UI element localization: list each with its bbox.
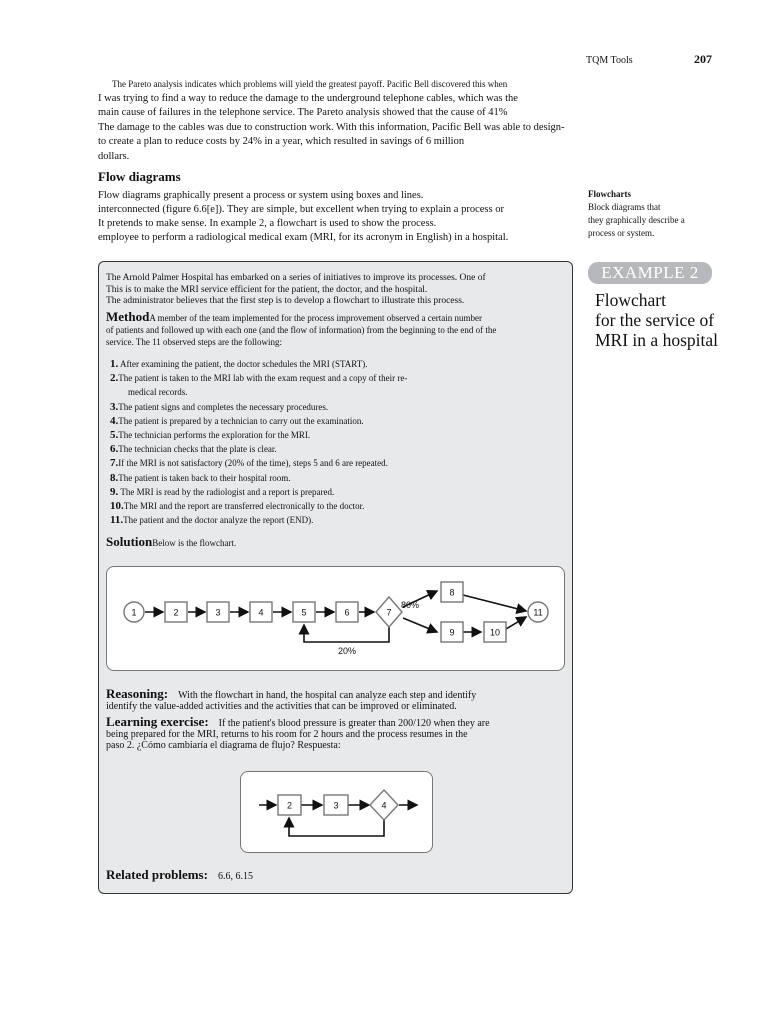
example-intro-line: This is to make the MRI service efficient for the patient, the doctor, and the hospital. [106, 284, 428, 295]
step-text: The technician performs the exploration for the MRI. [118, 430, 311, 441]
list-item [110, 400, 407, 414]
list-item [110, 499, 407, 513]
flow-arrow [506, 617, 526, 629]
loop-arrow [289, 818, 384, 836]
intro-paragraph [98, 77, 598, 164]
node-label: 9 [449, 627, 455, 638]
node-label: 4 [381, 800, 387, 811]
section-line: It pretends to make sense. In example 2, a flowchart is used to show the process. [98, 218, 437, 229]
node-label: 10 [489, 627, 501, 638]
step-text: The MRI and the report are transferred electronically to the doctor. [123, 501, 365, 512]
step-number: 5. [110, 429, 119, 442]
intro-line: I was trying to find a way to reduce the damage to the underground telephone cables, which was the [98, 92, 518, 104]
section-line: interconnected (figure 6.6[e]). They are simple, but excellent when trying to explain a process or [98, 204, 504, 215]
steps-list [110, 357, 407, 527]
loop-arrow [304, 624, 389, 642]
example-title [595, 290, 755, 350]
margin-note-line: Block diagrams that [588, 202, 661, 212]
flow-arrow [403, 618, 437, 632]
list-item [110, 371, 407, 385]
list-item [110, 442, 407, 456]
node-label: 6 [344, 607, 350, 618]
step-text: The patient signs and completes the necessary procedures. [118, 401, 329, 412]
list-item [110, 485, 407, 499]
related-label: Related problems: [106, 867, 208, 882]
list-item [110, 428, 407, 442]
example-title-line: Flowchart [595, 290, 666, 310]
margin-note-line: they graphically describe a [588, 215, 685, 225]
learning-line: If the patient's blood pressure is greater than 200/120 when they are [218, 718, 490, 729]
intro-line: The Pareto analysis indicates which problems will yield the greatest payoff. Pacific Bell discovered this when [112, 79, 508, 89]
section-title: Flow diagrams [98, 169, 181, 184]
branch-label-80: 80% [400, 600, 420, 610]
list-item [110, 385, 407, 399]
loop-label-20: 20% [337, 646, 357, 656]
reasoning-line: With the flowchart in hand, the hospital can analyze each step and identify [178, 690, 477, 701]
step-text: The patient is taken to the MRI lab with the exam request and a copy of their re- [118, 373, 408, 384]
learning-exercise [106, 716, 566, 751]
node-label: 11 [533, 607, 543, 618]
intro-line: main cause of failures in the telephone service. The Pareto analysis showed that the cause of 41% [98, 107, 508, 118]
intro-line: to create a plan to reduce costs by 24% in a year, which resulted in savings of 6 million [98, 136, 465, 147]
page-number: 207 [694, 52, 712, 66]
flow-arrow [463, 595, 526, 611]
step-number: 8. [110, 471, 119, 484]
step-text: The MRI is read by the radiologist and a report is prepared. [120, 486, 335, 497]
step-number: 4. [110, 414, 119, 427]
related-problems [106, 867, 253, 883]
flowchart-panel [106, 566, 565, 671]
learning-line: being prepared for the MRI, returns to his room for 2 hours and the process resumes in the [106, 729, 468, 740]
step-number: 3. [110, 400, 119, 413]
list-item [110, 357, 407, 371]
solution-label: Solution [106, 534, 153, 549]
method-line: A member of the team implemented for the process improvement observed a certain number [149, 313, 482, 323]
node-label: 4 [258, 607, 264, 618]
learning-line: paso 2. ¿Cómo cambiaría el diagrama de flujo? Respuesta: [106, 740, 341, 751]
method-line: service. The 11 observed steps are the following: [106, 337, 282, 347]
step-number: 2. [110, 372, 119, 385]
solution-paragraph [106, 536, 236, 550]
node-label: 1 [131, 607, 137, 618]
reasoning-label: Reasoning: [106, 686, 169, 701]
node-label: 8 [449, 587, 455, 598]
example-intro-line: The Arnold Palmer Hospital has embarked on a series of initiatives to improve its processes. One of [106, 273, 486, 283]
step-text: The patient and the doctor analyze the report (END). [123, 515, 314, 526]
example-title-line: MRI in a hospital [595, 330, 718, 350]
step-text: The patient is taken back to their hospital room. [118, 472, 291, 483]
flowchart [107, 567, 564, 670]
margin-note-title: Flowcharts [588, 189, 631, 199]
margin-note-line: process or system. [588, 228, 655, 238]
related-value: 6.6, 6.15 [217, 871, 253, 882]
learning-label: Learning exercise: [106, 714, 209, 729]
example-intro [106, 273, 486, 308]
answer-flowchart-panel [240, 771, 433, 853]
section-paragraph [98, 189, 568, 245]
list-item [110, 456, 407, 470]
step-text: The patient is prepared by a technician to carry out the examination. [118, 415, 364, 426]
node-label: 5 [301, 607, 307, 618]
node-label: 2 [173, 607, 179, 618]
list-item [110, 471, 407, 485]
method-line: of patients and followed up with each one (and the flow of information) from the beginning to the end of the [106, 325, 497, 335]
step-number: 6. [110, 443, 119, 456]
reasoning-paragraph [106, 688, 566, 712]
step-number: 10. [110, 500, 124, 513]
step-text: medical records. [128, 387, 188, 398]
section-line: Flow diagrams graphically present a process or system using boxes and lines. [98, 190, 424, 201]
step-number: 1. [110, 358, 119, 370]
node-label: 3 [333, 800, 339, 811]
reasoning-line: identify the value-added activities and the activities that can be improved or eliminated. [106, 701, 457, 712]
example-badge [588, 262, 712, 284]
running-title: TQM Tools [586, 55, 633, 66]
example-badge-label: EXAMPLE 2 [601, 263, 699, 282]
section-line: employee to perform a radiological medical exam (MRI, for its acronym in English) in a hospital. [98, 232, 509, 243]
method-paragraph [106, 311, 496, 348]
example-title-line: for the service of [595, 310, 715, 330]
step-text: If the MRI is not satisfactory (20% of the time), steps 5 and 6 are repeated. [118, 458, 388, 469]
step-number: 7. [110, 457, 119, 470]
margin-note [588, 188, 718, 240]
node-label: 7 [386, 607, 392, 618]
list-item [110, 513, 407, 527]
solution-text: Below is the flowchart. [152, 538, 237, 548]
intro-line: The damage to the cables was due to construction work. With this information, Pacific Bell was able to design- [98, 121, 565, 133]
intro-line: dollars. [98, 150, 130, 162]
step-number: 11. [110, 514, 124, 527]
answer-flowchart [241, 772, 432, 852]
list-item [110, 414, 407, 428]
method-label: Method [106, 309, 150, 324]
node-label: 2 [286, 800, 293, 811]
node-label: 3 [215, 607, 221, 618]
step-text: The technician checks that the plate is clear. [118, 444, 277, 455]
step-number: 9. [110, 485, 119, 498]
step-text: After examining the patient, the doctor schedules the MRI (START). [120, 359, 368, 369]
example-intro-line: The administrator believes that the first step is to develop a flowchart to illustrate this process. [106, 296, 465, 306]
